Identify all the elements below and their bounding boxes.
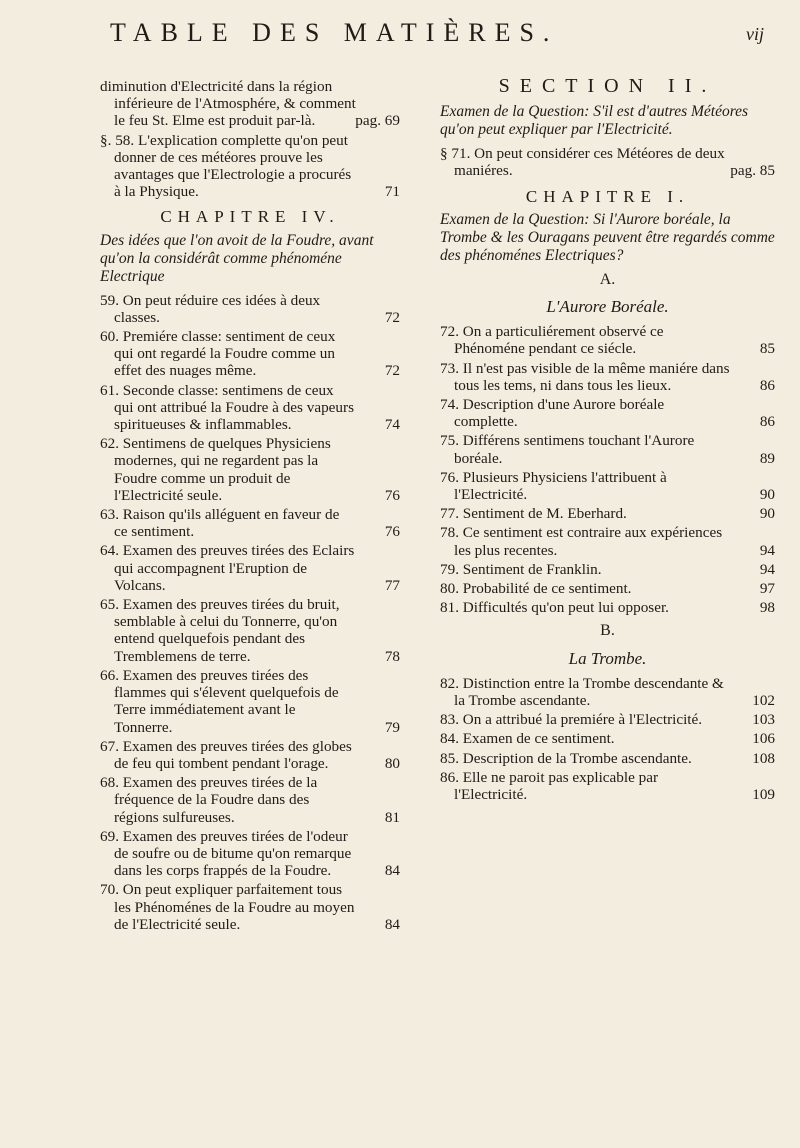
section-title: Examen de la Question: S'il est d'autres Météores qu'on peut expliquer par l'Electricité.	[440, 103, 749, 139]
part-letter: B.	[600, 622, 615, 640]
toc-entry	[440, 396, 775, 430]
chapter-heading: CHAPITRE I.	[525, 186, 690, 206]
entry-text: 68. Examen des preuves tirées de la fréquence de la Foudre dans des régions sulfureuses.	[100, 774, 318, 826]
entry-text: 61. Seconde classe: sentimens de ceux qui ont attribué la Foudre à des vapeurs spiritueuses & inflammables.	[100, 381, 354, 434]
toc-entry	[440, 769, 775, 803]
entry-page: 108	[752, 749, 775, 767]
toc-entry	[100, 738, 400, 772]
toc-entry	[440, 599, 775, 616]
entry-text: 82. Distinction entre la Trombe descendante & la Trombe ascendante.	[440, 674, 724, 710]
chapter-title: Des idées que l'on avoit de la Foudre, avant qu'on la considérât comme phénoméne Electrique	[100, 231, 374, 285]
toc-entry	[100, 382, 400, 434]
entry-page: 103	[752, 711, 775, 729]
entry-text: 60. Premiére classe: sentiment de ceux qui ont regardé la Foudre comme un effet des nuages même.	[100, 328, 336, 380]
entry-text: 64. Examen des preuves tirées des Eclairs qui accompagnent l'Eruption de Volcans.	[100, 542, 355, 594]
entry-page: 74	[384, 416, 400, 434]
entry-text: 59. On peut réduire ces idées à deux classes.	[100, 291, 321, 326]
entry-text: diminution d'Electricité dans la région inférieure de l'Atmosphére, & comment le feu St. Elme est produit par-là.	[100, 78, 356, 130]
toc-entry	[440, 561, 775, 578]
toc-entry	[440, 360, 775, 394]
entry-page: 102	[752, 692, 775, 710]
entry-page: 90	[759, 505, 775, 523]
entry-text: 77. Sentiment de M. Eberhard.	[440, 505, 627, 523]
entry-page: 81	[384, 808, 400, 826]
entry-page: 80	[384, 754, 400, 772]
entry-page: 109	[752, 786, 775, 804]
entry-page: 94	[759, 541, 775, 559]
entry-text: 63. Raison qu'ils alléguent en faveur de ce sentiment.	[100, 506, 340, 541]
entry-text: 67. Examen des preuves tirées des globes de feu qui tombent pendant l'orage.	[100, 737, 352, 772]
toc-entry	[440, 432, 775, 466]
toc-entry	[100, 506, 400, 540]
entry-text: 65. Examen des preuves tirées du bruit, semblable à celui du Tonnerre, qu'on entend quelquefois pendant des Tremblemens de terre.	[100, 596, 340, 665]
entry-page: 94	[759, 560, 775, 578]
toc-entry	[440, 145, 775, 179]
toc-entry	[440, 730, 775, 747]
entry-text: 80. Probabilité de ce sentiment.	[440, 580, 632, 598]
entry-page: 84	[384, 915, 400, 933]
entry-page: 90	[759, 486, 775, 504]
toc-entry	[100, 292, 400, 326]
entry-text: 83. On a attribué la premiére à l'Electricité.	[440, 711, 703, 729]
entry-text: 78. Ce sentiment est contraire aux expériences les plus recentes.	[440, 524, 723, 559]
entry-text: 62. Sentimens de quelques Physiciens modernes, qui ne regardent pas la Foudre comme un produit de l'Electricité seule.	[100, 435, 331, 504]
toc-entry	[100, 542, 400, 594]
toc-entry	[440, 675, 775, 709]
toc-entry	[100, 828, 400, 880]
entry-page: 72	[384, 308, 400, 326]
entry-text: 84. Examen de ce sentiment.	[440, 730, 615, 748]
page-folio: vij	[746, 24, 764, 44]
entry-text: 70. On peut expliquer parfaitement tous les Phénoménes de la Foudre au moyen de l'Electricité seule.	[100, 881, 355, 933]
toc-entry	[440, 580, 775, 597]
toc-entry	[100, 328, 400, 380]
entry-text: 79. Sentiment de Franklin.	[440, 560, 602, 578]
toc-entry	[440, 750, 775, 767]
toc-entry	[440, 505, 775, 522]
entry-page: pag. 85	[730, 162, 775, 180]
entry-text: 75. Différens sentimens touchant l'Aurore boréale.	[440, 432, 695, 467]
entry-text: 76. Plusieurs Physiciens l'attribuent à l'Electricité.	[440, 468, 667, 504]
toc-entry	[100, 435, 400, 504]
entry-page: 71	[384, 183, 400, 201]
chapter-title: Examen de la Question: Si l'Aurore boréale, la Trombe & les Ouragans peuvent être regardés comme des phénoménes Electriques?	[440, 210, 775, 264]
toc-entry	[440, 711, 775, 728]
part-subtitle: L'Aurore Boréale.	[546, 297, 669, 317]
entry-text: §. 58. L'explication complette qu'on peut donner de ces météores prouve les avantages que l'Electrologie a procurés à la Physique.	[100, 131, 352, 201]
part-letter: A.	[599, 270, 616, 288]
entry-text: 86. Elle ne paroit pas explicable par l'Electricité.	[440, 768, 659, 804]
entry-page: 89	[759, 449, 775, 467]
entry-page: 77	[384, 576, 400, 594]
toc-entry	[100, 596, 400, 665]
toc-entry	[100, 132, 400, 201]
chapter-heading: CHAPITRE IV.	[160, 207, 340, 227]
entry-text: 74. Description d'une Aurore boréale complette.	[440, 396, 665, 431]
entry-page: 86	[759, 413, 775, 431]
entry-page: 84	[384, 862, 400, 880]
toc-entry	[440, 469, 775, 503]
left-column	[100, 78, 400, 935]
entry-text: § 71. On peut considérer ces Météores de deux maniéres.	[440, 145, 725, 180]
toc-entry	[100, 774, 400, 826]
entry-page: 78	[384, 647, 400, 665]
running-head: TABLE DES MATIÈRES.	[110, 18, 559, 47]
entry-page: 76	[384, 523, 400, 541]
entry-page: 76	[384, 486, 400, 504]
entry-text: 69. Examen des preuves tirées de l'odeur de soufre ou de bitume qu'on remarque dans les corps frappés de la Foudre.	[100, 827, 352, 880]
entry-page: 85	[759, 340, 775, 358]
entry-page: 86	[759, 376, 775, 394]
entry-text: 66. Examen des preuves tirées des flammes qui s'élevent quelquefois de Terre immédiatement avant le Tonnerre.	[100, 666, 339, 736]
section-heading: SECTION II.	[498, 75, 717, 97]
entry-text: 72. On a particuliérement observé ce Phénoméne pendant ce siécle.	[440, 323, 664, 358]
entry-text: 81. Difficultés qu'on peut lui opposer.	[440, 599, 669, 617]
toc-entry	[100, 881, 400, 933]
toc-entry	[440, 323, 775, 357]
entry-page: 79	[384, 718, 400, 736]
part-subtitle: La Trombe.	[568, 648, 647, 668]
toc-entry	[100, 667, 400, 736]
right-column	[440, 75, 775, 805]
entry-page: 98	[759, 599, 775, 617]
entry-page: 72	[384, 362, 400, 380]
entry-page: 106	[752, 730, 775, 748]
toc-entry	[100, 78, 400, 130]
entry-page: 97	[759, 580, 775, 598]
toc-entry	[440, 524, 775, 558]
entry-text: 73. Il n'est pas visible de la même maniére dans tous les tems, ni dans tous les lieux.	[440, 359, 730, 394]
entry-text: 85. Description de la Trombe ascendante.	[440, 749, 692, 767]
entry-page: pag. 69	[355, 112, 400, 130]
